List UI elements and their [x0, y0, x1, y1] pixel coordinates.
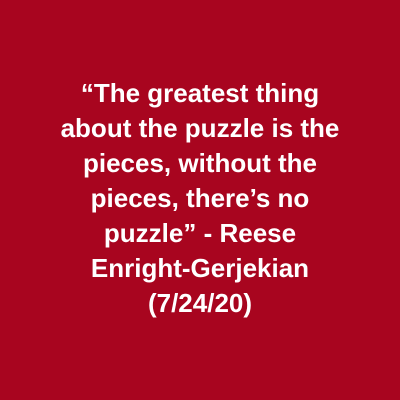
quote-line-2: about the puzzle is the: [60, 112, 340, 143]
quote-line-7: (7/24/20): [147, 287, 253, 318]
quote-line-5: puzzle” - Reese: [103, 217, 297, 248]
quote-text: [61, 76, 340, 321]
quote-line-3: pieces, without the: [82, 147, 317, 178]
quote-line-4: pieces, there’s no: [90, 182, 310, 213]
quote-line-6: Enright-Gerjekian: [90, 252, 310, 283]
quote-line-1: “The greatest thing: [80, 77, 320, 108]
